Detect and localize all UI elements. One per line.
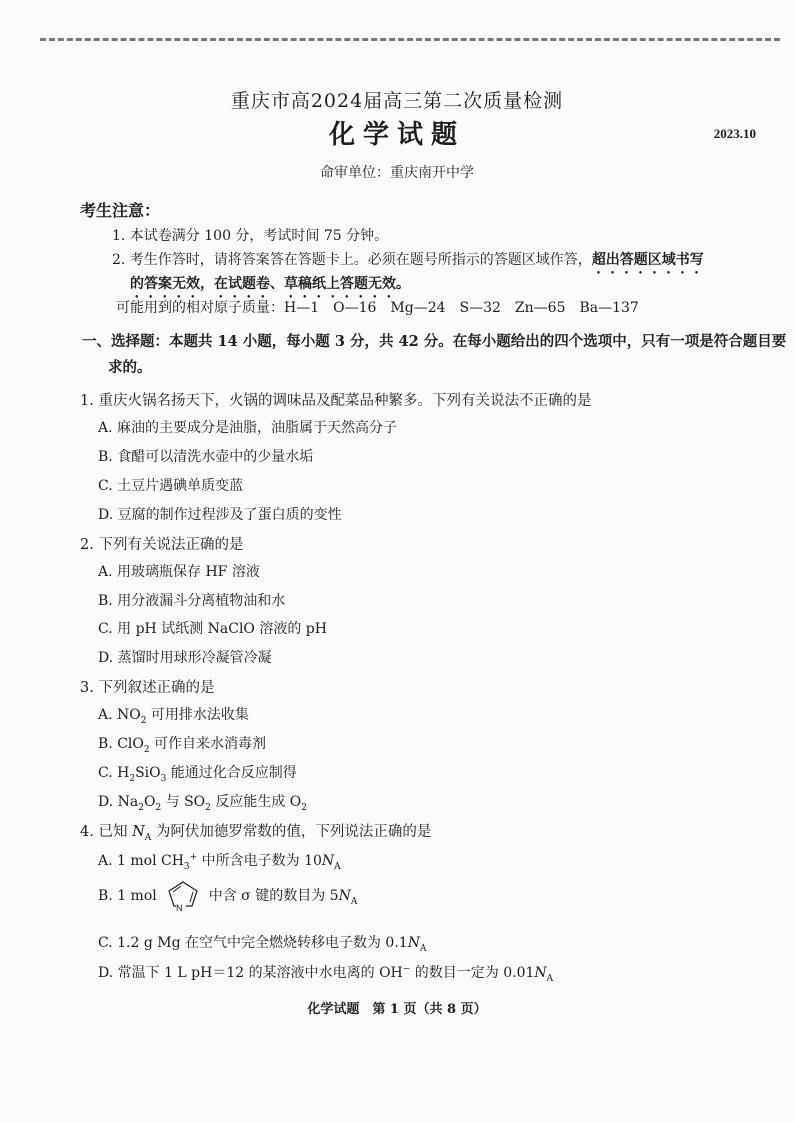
q3-d-sub3: 2 [205, 802, 211, 813]
q4-c-N: N [407, 935, 420, 951]
q4-option-d [98, 962, 553, 984]
atomic-masses: 可能用到的相对原子质量：H—1 O—16 Mg—24 S—32 Zn—65 Ba—137 [116, 300, 639, 316]
q3-option-c [98, 762, 297, 784]
q4-a-sub: 3 [183, 861, 190, 872]
q3-d-text: D. Na [98, 794, 139, 810]
q3-b-text: B. ClO [98, 736, 144, 752]
section-heading: 一、选择题：本题共 14 小题，每小题 3 分，共 42 分。在每小题给出的四个选项中，只有一项是符合题目要 [82, 333, 787, 350]
pyrrole-ring-icon [163, 879, 203, 913]
q4-a-text: A. 1 mol CH [98, 853, 184, 869]
q3-c-sub1: 2 [129, 773, 136, 784]
q3-c-sub2: 3 [160, 773, 167, 784]
q1-option-c: C. 土豆片遇碘单质变蓝 [98, 478, 244, 494]
q4-option-c [98, 932, 426, 954]
setter-unit: 命审单位：重庆南开中学 [320, 165, 474, 181]
q4-d-mid: 的数目一定为 0.01 [410, 965, 535, 981]
q4-stem [80, 820, 431, 843]
q4-b-Nsub: A [350, 896, 358, 907]
q4-a-N: N [321, 853, 335, 869]
exam-title: 重庆市高2024届高三第二次质量检测 [230, 90, 564, 112]
notice-item-2-emphasis: 超出答题区域书写 [591, 252, 704, 268]
q1-option-b: B. 食醋可以清洗水壶中的少量水垢 [98, 449, 314, 465]
q4-d-sup: − [402, 964, 411, 975]
q4-c-Nsub: A [419, 943, 427, 954]
top-dashed-border [40, 38, 780, 41]
q2-option-a: A. 用玻璃瓶保存 HF 溶液 [98, 564, 260, 580]
q3-option-a [98, 704, 249, 726]
q4-a-mid: 中所含电子数为 10 [197, 853, 322, 869]
q4-b-rest: 中含 σ 键的数目为 5 [208, 888, 339, 904]
q3-c-text: C. H [98, 765, 130, 781]
q4-stem-rest: 为阿伏加德罗常数的值，下列说法正确的是 [151, 824, 432, 840]
page-footer: 化学试题 第 1 页（共 8 页） [307, 1002, 487, 1017]
notice-item-2-text: 2. 考生作答时，请将答案答在答题卡上。必须在题号所指示的答题区域作答， [112, 252, 592, 268]
q4-c-text: C. 1.2 g Mg 在空气中完全燃烧转移电子数为 0.1 [98, 935, 408, 951]
q3-c-mid: SiO [135, 765, 161, 781]
q1-option-a: A. 麻油的主要成分是油脂，油脂属于天然高分子 [98, 420, 398, 436]
q4-b-text: B. 1 mol [98, 888, 157, 904]
q1-stem: 1. 重庆火锅名扬天下，火锅的调味品及配菜品种繁多。下列有关说法不正确的是 [80, 393, 592, 409]
q3-option-d [98, 791, 307, 813]
q3-b-rest: 可作自来水消毒剂 [149, 736, 267, 752]
q2-option-c: C. 用 pH 试纸测 NaClO 溶液的 pH [98, 621, 327, 637]
q1-option-d: D. 豆腐的制作过程涉及了蛋白质的变性 [98, 507, 342, 523]
q4-stem-N: N [132, 824, 145, 840]
q3-c-rest: 能通过化合反应制得 [166, 765, 297, 781]
q3-d-sub4: 2 [301, 802, 308, 813]
q3-a-text: A. NO [98, 707, 141, 723]
q3-option-b [98, 733, 266, 755]
section-heading-cont: 求的。 [108, 359, 152, 376]
q4-a-Nsub: A [334, 861, 341, 872]
q2-stem: 2. 下列有关说法正确的是 [80, 537, 244, 553]
q2-option-b: B. 用分液漏斗分离植物油和水 [98, 593, 286, 609]
exam-date: 2023.10 [713, 126, 756, 141]
q4-option-a [98, 850, 341, 872]
q3-d-mid1: O [143, 794, 156, 810]
q4-d-text: D. 常温下 1 L pH＝12 的某溶液中水电离的 OH [98, 965, 403, 981]
notice-item-1: 1. 本试卷满分 100 分，考试时间 75 分钟。 [112, 228, 389, 244]
q3-d-mid2: 与 SO [161, 794, 206, 810]
q3-a-rest: 可用排水法收集 [146, 707, 249, 723]
q3-d-mid3: 反应能生成 O [210, 794, 302, 810]
q4-a-sup: + [189, 852, 198, 863]
subject-title: 化学试题 [328, 120, 465, 150]
notice-title: 考生注意： [80, 201, 161, 220]
q3-b-sub: 2 [143, 744, 150, 755]
q3-d-sub1: 2 [138, 802, 144, 813]
q4-stem-sub: A [144, 832, 152, 843]
q4-option-b [98, 879, 357, 913]
pyrrole-n-label: N [175, 903, 183, 913]
q4-d-N: N [534, 965, 547, 981]
notice-item-2-emphasis-cont: 的答案无效，在试题卷、草稿纸上答题无效。 [130, 276, 410, 292]
q4-b-N: N [338, 888, 351, 904]
q3-a-sub: 2 [140, 715, 147, 726]
q3-stem: 3. 下列叙述正确的是 [80, 680, 215, 696]
q3-d-sub2: 2 [155, 802, 162, 813]
q4-stem-text: 4. 已知 [80, 824, 133, 840]
q4-d-Nsub: A [546, 973, 554, 984]
q2-option-d: D. 蒸馏时用球形冷凝管冷凝 [98, 650, 272, 666]
